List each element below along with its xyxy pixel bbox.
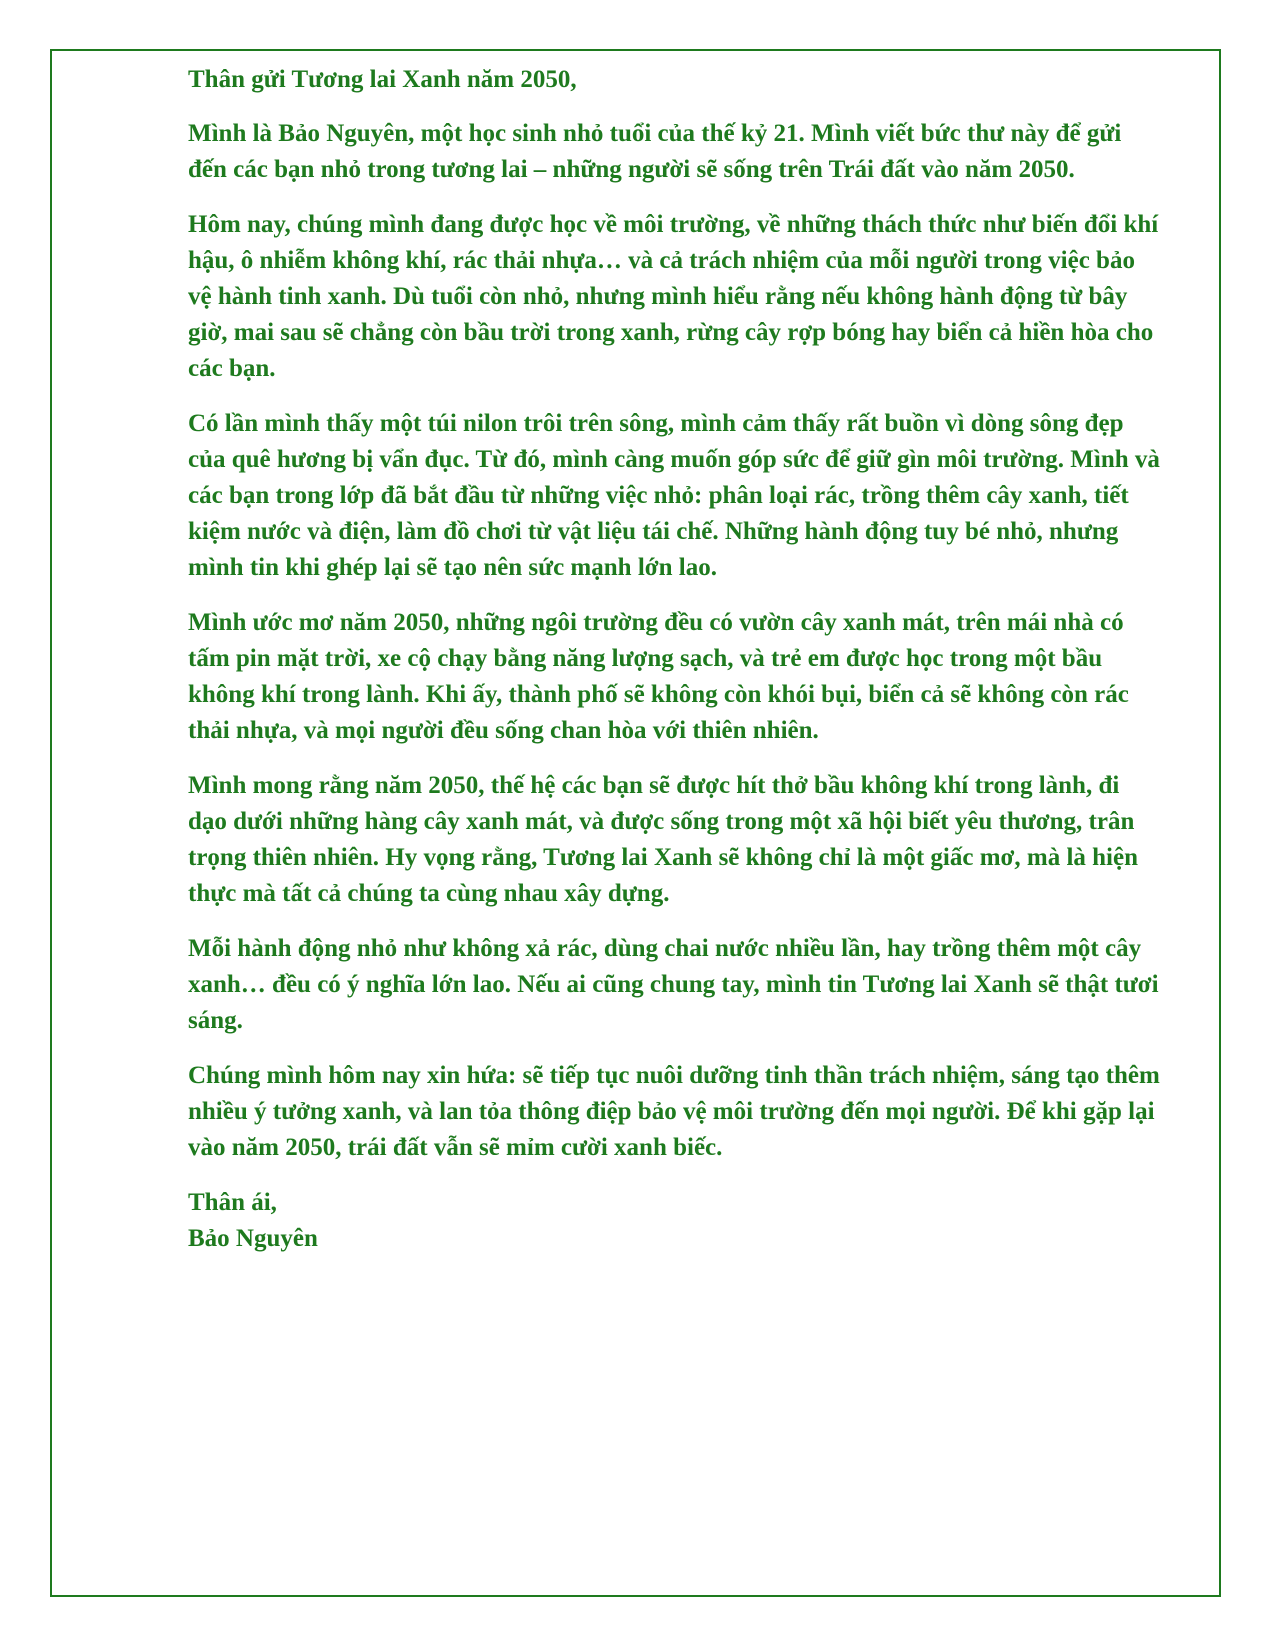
paragraph-learning: Hôm nay, chúng mình đang được học về môi trường, về những thách thức như biến đổi khí hậu, ô nhiễm không khí, rác thải nhựa… và cả trách nhiệm của mỗi người trong việc bảo vệ hành tinh xanh. Dù tuổi còn nhỏ, nhưng mình hiểu rằng nếu không hành động từ bây giờ, mai sau sẽ chẳng còn bầu trời trong xanh, rừng cây rợp bóng hay biển cả hiền hòa cho các bạn. xyxy=(188,211,1159,382)
paragraph-dream: Mình ước mơ năm 2050, những ngôi trường đều có vườn cây xanh mát, trên mái nhà có tấm pin mặt trời, xe cộ chạy bằng năng lượng sạch, và trẻ em được học trong một bầu không khí trong lành. Khi ấy, thành phố sẽ không còn khói bụi, biển cả sẽ không còn rác thải nhựa, và mọi người đều sống chan hòa với thiên nhiên. xyxy=(188,609,1129,744)
letter-body xyxy=(188,62,1163,1276)
closing: Thân ái, xyxy=(188,1189,277,1216)
closing-block xyxy=(188,1185,1163,1257)
paragraph-river: Có lần mình thấy một túi nilon trôi trên sông, mình cảm thấy rất buồn vì dòng sông đẹp của quê hương bị vẩn đục. Từ đó, mình càng muốn góp sức để giữ gìn môi trường. Mình và các bạn trong lớp đã bắt đầu từ những việc nhỏ: phân loại rác, trồng thêm cây xanh, tiết kiệm nước và điện, làm đồ chơi từ vật liệu tái chế. Những hành động tuy bé nhỏ, nhưng mình tin khi ghép lại sẽ tạo nên sức mạnh lớn lao. xyxy=(188,410,1160,581)
paragraph-promise: Chúng mình hôm nay xin hứa: sẽ tiếp tục nuôi dưỡng tinh thần trách nhiệm, sáng tạo thêm nhiều ý tưởng xanh, và lan tỏa thông điệp bảo vệ môi trường đến mọi người. Để khi gặp lại vào năm 2050, trái đất vẫn sẽ mỉm cười xanh biếc. xyxy=(188,1062,1160,1161)
signature: Bảo Nguyên xyxy=(188,1225,318,1252)
paragraph-intro: Mình là Bảo Nguyên, một học sinh nhỏ tuổi của thế kỷ 21. Mình viết bức thư này để gửi đến các bạn nhỏ trong tương lai – những người sẽ sống trên Trái đất vào năm 2050. xyxy=(188,120,1122,183)
paragraph-actions: Mỗi hành động nhỏ như không xả rác, dùng chai nước nhiều lần, hay trồng thêm một cây xanh… đều có ý nghĩa lớn lao. Nếu ai cũng chung tay, mình tin Tương lai Xanh sẽ thật tươi sáng. xyxy=(188,935,1159,1034)
paragraph-hope: Mình mong rằng năm 2050, thế hệ các bạn sẽ được hít thở bầu không khí trong lành, đi dạo dưới những hàng cây xanh mát, và được sống trong một xã hội biết yêu thương, trân trọng thiên nhiên. Hy vọng rằng, Tương lai Xanh sẽ không chỉ là một giấc mơ, mà là hiện thực mà tất cả chúng ta cùng nhau xây dựng. xyxy=(188,772,1138,907)
salutation: Thân gửi Tương lai Xanh năm 2050, xyxy=(188,66,577,93)
